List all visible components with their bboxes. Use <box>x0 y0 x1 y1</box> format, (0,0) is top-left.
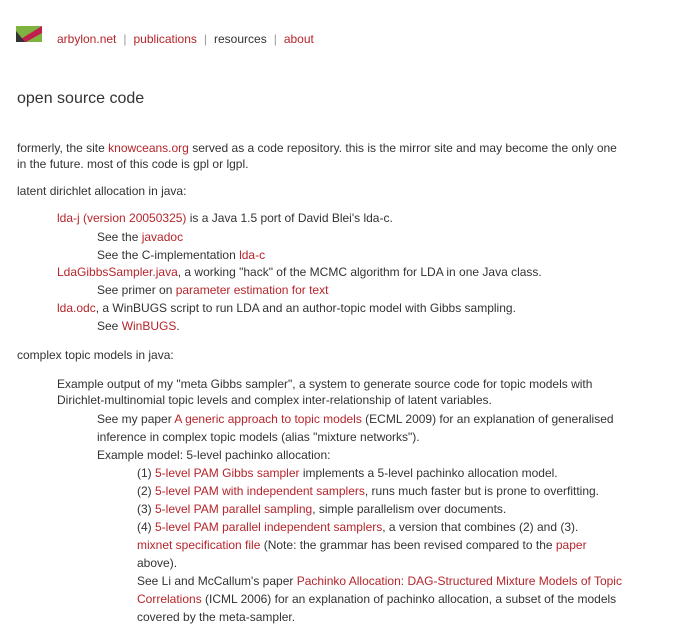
nav-separator: | <box>273 32 277 46</box>
generic-approach-paper-link[interactable]: A generic approach to topic models <box>174 412 362 426</box>
complex-section-heading: complex topic models in java: <box>17 348 174 362</box>
item-number: (1) <box>137 466 155 480</box>
pam-item-4 <box>137 518 578 536</box>
item-text: (ICML 2006) for an explanation of pachinko allocation, a subset of the models <box>201 592 617 606</box>
mixnet-spec-link[interactable]: mixnet specification file <box>137 538 261 552</box>
item-text: See the C-implementation <box>97 248 240 262</box>
arbylon-logo-icon <box>16 26 42 42</box>
lda-j-item <box>57 209 393 227</box>
intro-text: formerly, the site <box>17 141 109 155</box>
paper-line-2: inference in complex topic models (alias "mixture networks"). <box>97 430 420 444</box>
intro-text: served as a code repository. this is the mirror site and may become the only one <box>188 141 617 155</box>
primer-item <box>97 281 328 299</box>
javadoc-item <box>97 228 183 246</box>
item-number: (2) <box>137 484 155 498</box>
item-text: See the <box>97 230 142 244</box>
pachinko-allocation-paper-link[interactable]: Pachinko Allocation: DAG-Structured Mixture Models of Topic <box>296 574 622 588</box>
lda-gibbs-sampler-link[interactable]: LdaGibbsSampler.java <box>57 265 178 279</box>
top-nav <box>57 32 314 46</box>
lda-c-link[interactable]: lda-c <box>239 248 266 262</box>
lda-c-item <box>97 246 265 264</box>
nav-link-arbylon[interactable]: arbylon.net <box>57 32 117 46</box>
item-text: , a version that combines (2) and (3). <box>382 520 579 534</box>
li-mccallum-line-2 <box>137 590 616 608</box>
item-text: See primer on <box>97 283 176 297</box>
paper-link[interactable]: paper <box>555 538 587 552</box>
lda-j-link[interactable]: lda-j (version 20050325) <box>57 211 187 225</box>
li-mccallum-line-1 <box>137 572 622 590</box>
item-text: (Note: the grammar has been revised compared to the <box>260 538 556 552</box>
lda-odc-link[interactable]: lda.odc <box>57 301 96 315</box>
item-text: . <box>176 319 180 333</box>
example-model-label: Example model: 5-level pachinko allocation: <box>97 448 331 462</box>
complex-desc-line-1: Example output of my "meta Gibbs sampler", a system to generate source code for topic models with <box>57 377 593 391</box>
winbugs-link[interactable]: WinBUGS <box>121 319 177 333</box>
item-number: (3) <box>137 502 155 516</box>
item-text: See <box>97 319 122 333</box>
complex-desc-line-2: Dirichlet-multinomial topic levels and complex inter-relationship of latent variables. <box>57 393 492 407</box>
item-text: is a Java 1.5 port of David Blei's lda-c. <box>186 211 393 225</box>
paper-line-1 <box>97 410 614 428</box>
winbugs-item <box>97 317 180 335</box>
pam-parallel-sampling-link[interactable]: 5-level PAM parallel sampling <box>155 502 313 516</box>
item-number: (4) <box>137 520 155 534</box>
item-text: See Li and McCallum's paper <box>137 574 297 588</box>
nav-link-resources[interactable]: resources <box>214 32 267 46</box>
javadoc-link[interactable]: javadoc <box>141 230 184 244</box>
mixnet-line-2: above). <box>137 556 178 570</box>
item-text: (ECML 2009) for an explanation of generalised <box>361 412 614 426</box>
lda-odc-item <box>57 299 516 317</box>
mixnet-line-1 <box>137 536 587 554</box>
item-text: , a working "hack" of the MCMC algorithm for LDA in one Java class. <box>177 265 542 279</box>
item-text: , simple parallelism over documents. <box>312 502 507 516</box>
nav-separator: | <box>123 32 127 46</box>
item-text: , a WinBUGS script to run LDA and an author-topic model with Gibbs sampling. <box>95 301 516 315</box>
pachinko-allocation-paper-link-cont[interactable]: Correlations <box>137 592 202 606</box>
pam-item-1 <box>137 464 558 482</box>
pam-independent-samplers-link[interactable]: 5-level PAM with independent samplers <box>155 484 365 498</box>
pam-item-2 <box>137 482 599 500</box>
pam-parallel-independent-link[interactable]: 5-level PAM parallel independent samplers <box>155 520 383 534</box>
pam-gibbs-sampler-link[interactable]: 5-level PAM Gibbs sampler <box>155 466 300 480</box>
intro-line-2: in the future. most of this code is gpl or lgpl. <box>17 157 249 171</box>
parameter-estimation-link[interactable]: parameter estimation for text <box>175 283 329 297</box>
item-text: , runs much faster but is prone to overfitting. <box>364 484 600 498</box>
item-text: implements a 5-level pachinko allocation model. <box>299 466 558 480</box>
lda-section-heading: latent dirichlet allocation in java: <box>17 184 187 198</box>
nav-separator: | <box>203 32 207 46</box>
item-text: See my paper <box>97 412 175 426</box>
knowceans-link[interactable]: knowceans.org <box>108 141 189 155</box>
page-title: open source code <box>17 90 145 107</box>
pam-item-3 <box>137 500 506 518</box>
gibbs-sampler-item <box>57 263 542 281</box>
li-mccallum-line-3: covered by the meta-sampler. <box>137 610 296 624</box>
nav-link-about[interactable]: about <box>283 32 314 46</box>
nav-link-publications[interactable]: publications <box>133 32 197 46</box>
